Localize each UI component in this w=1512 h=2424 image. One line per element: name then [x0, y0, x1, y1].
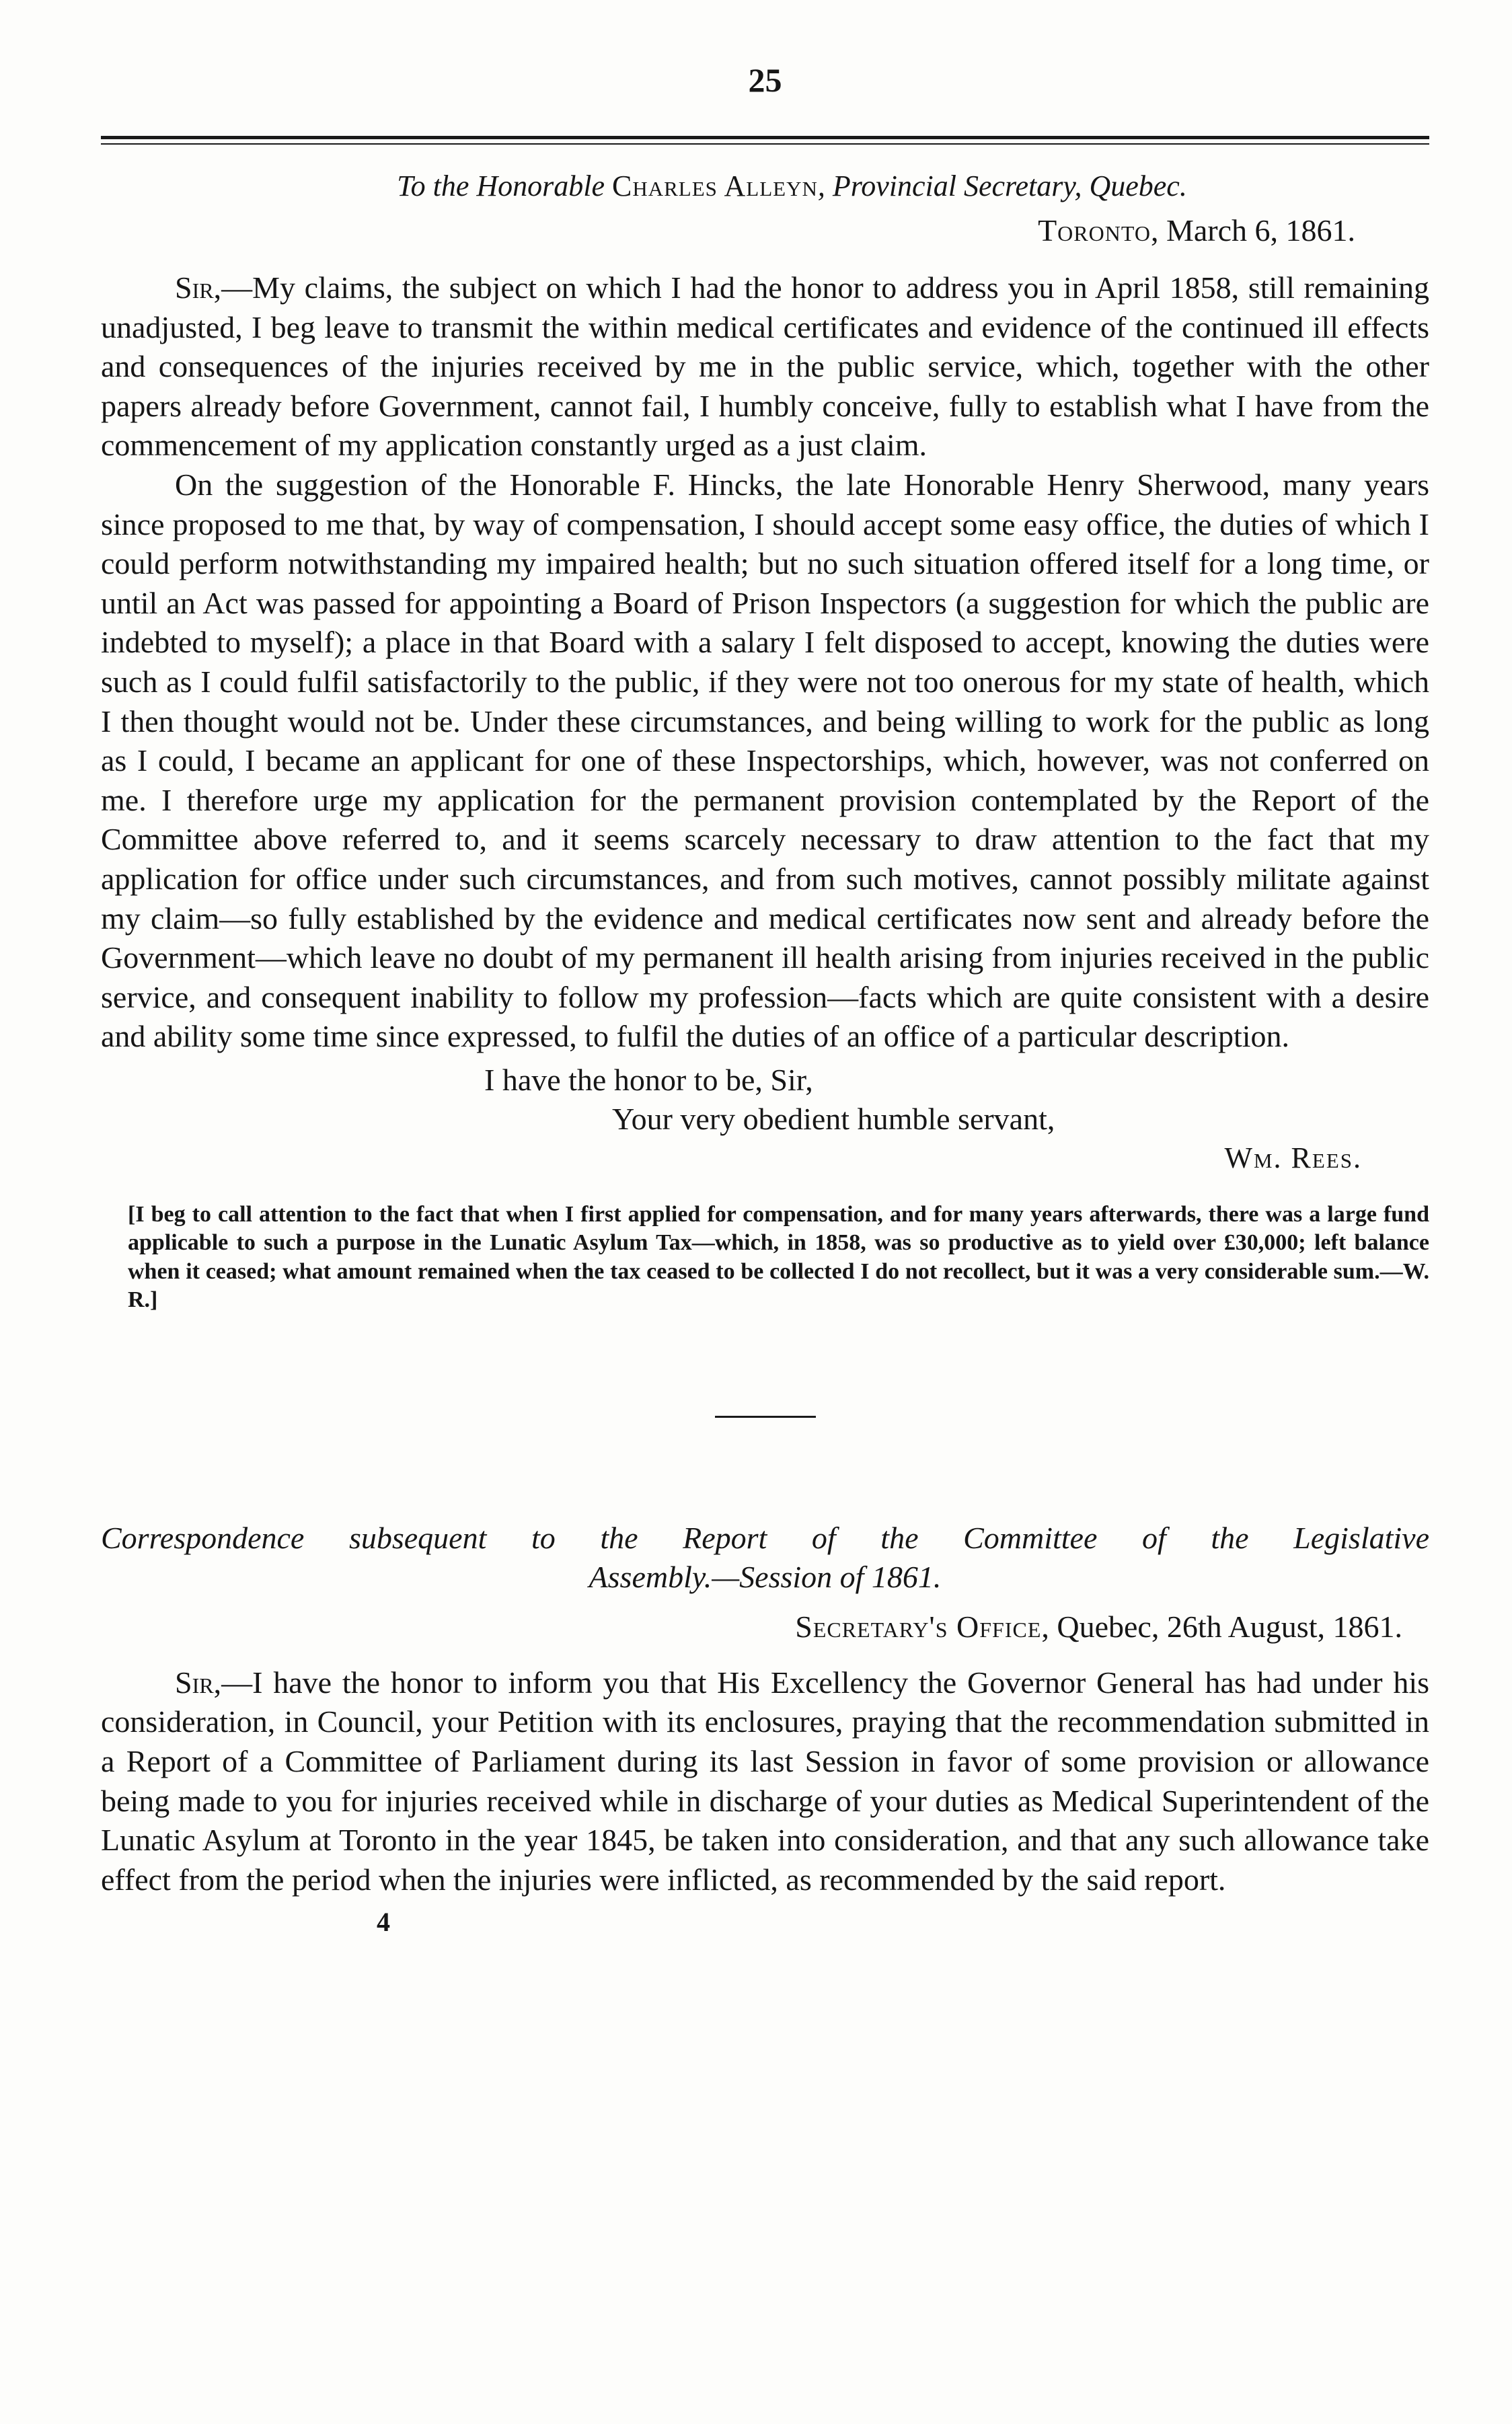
closing-line-1: I have the honor to be, Sir,: [484, 1062, 813, 1097]
letter-paragraph-2: [101, 465, 1429, 1057]
addressee-name: Charles Alleyn: [612, 169, 818, 202]
section-heading-line-2: Assembly.—Session of 1861.: [589, 1559, 942, 1594]
salutation: Sir: [175, 270, 214, 305]
dateline-date: , March 6, 1861.: [1150, 213, 1355, 248]
paragraph-2-text: On the suggestion of the Honorable F. Hincks, the late Honorable Henry Sherwood, many years since proposed to me that, by way of compensation, I should accept some easy office, the duties of which I could perform notwithstanding my impaired health; but no such situation offered itself for a long time, or until an Act was passed for appointing a Board of Prison Inspectors (a suggestion for which the public are indebted to myself); a place in that Board with a salary I felt disposed to accept, knowing the duties were such as I could fulfil satisfactorily to the public, if they were not too onerous for my state of health, which I then thought would not be. Under these circumstances, and being willing to work for the public as long as I could, I became an applicant for one of these Inspectorships, which, however, was not conferred on me. I therefore urge my application for the permanent provision contemplated by the Report of the Committee above referred to, and it seems scarcely necessary to draw attention to the fact that my application for office under such circumstances, and from such motives, cannot possibly militate against my claim—so fully established by the evidence and medical certificates now sent and already before the Government—which leave no doubt of my permanent ill health arising from injuries received in the public service, and consequent inability to follow my profession—facts which are quite consistent with a desire and ability some time since expressed, to fulfil the duties of an office of a particular description.: [101, 467, 1429, 1054]
addressee-prefix: To the Honorable: [397, 169, 612, 202]
section-paragraph-1: [101, 1663, 1429, 1900]
salutation: Sir: [175, 1665, 214, 1700]
closing-line-2: Your very obedient humble servant,: [612, 1101, 1055, 1136]
footnote: [I beg to call attention to the fact that when I first applied for compensation, and for many years afterwards, there was a large fund applicable to such a purpose in the Lunatic Asylum Tax—which, in 1858, was so productive as to yield over £30,000; left balance when it ceased; what amount remained when the tax ceased to be collected I do not recollect, but it was a very considerable sum.—W. R.]: [128, 1201, 1429, 1313]
dateline-date: , Quebec, 26th August, 1861.: [1041, 1609, 1402, 1644]
signature-mark: 4: [377, 1907, 390, 1938]
letter-dateline: [101, 213, 1429, 248]
header-rule-thin: [101, 143, 1429, 145]
addressee-suffix: , Provincial Secretary, Quebec.: [817, 169, 1187, 202]
letter-paragraph-1: [101, 268, 1429, 465]
dateline-office: Secretary's Office: [795, 1609, 1042, 1644]
header-rule-thick: [101, 136, 1429, 139]
paragraph-1-text: ,—My claims, the subject on which I had the honor to address you in April 1858, still remaining unadjusted, I beg leave to transmit the within medical certificates and evidence of the continued ill effects and consequences of the injuries received by me in the public service, which, together with the other papers already before Government, cannot fail, I humbly conceive, fully to establish what I have from the commencement of my application constantly urged as a just claim.: [101, 270, 1429, 463]
document-page: [101, 0, 1429, 1938]
section-heading-line-1: Correspondence subsequent to the Report of the Committee of the Legislative: [101, 1520, 1429, 1555]
section-dateline: [101, 1609, 1429, 1644]
section-divider: [715, 1416, 816, 1418]
dateline-place: Toronto: [1038, 213, 1151, 248]
section-heading: [101, 1519, 1429, 1597]
signature: Wm. Rees.: [1224, 1141, 1362, 1174]
letter-addressee: [101, 169, 1429, 203]
page-number: 25: [748, 61, 782, 99]
section-paragraph-1-text: ,—I have the honor to inform you that His Excellency the Governor General has had under his consideration, in Council, your Petition with its enclosures, praying that the recommendation submitted in a Report of a Committee of Parliament during its last Session in favor of some provision or allowance being made to you for injuries received while in discharge of your duties as Medical Superintendent of the Lunatic Asylum at Toronto in the year 1845, be taken into consideration, and that any such allowance take effect from the period when the injuries were inflicted, as recommended by the said report.: [101, 1665, 1429, 1897]
